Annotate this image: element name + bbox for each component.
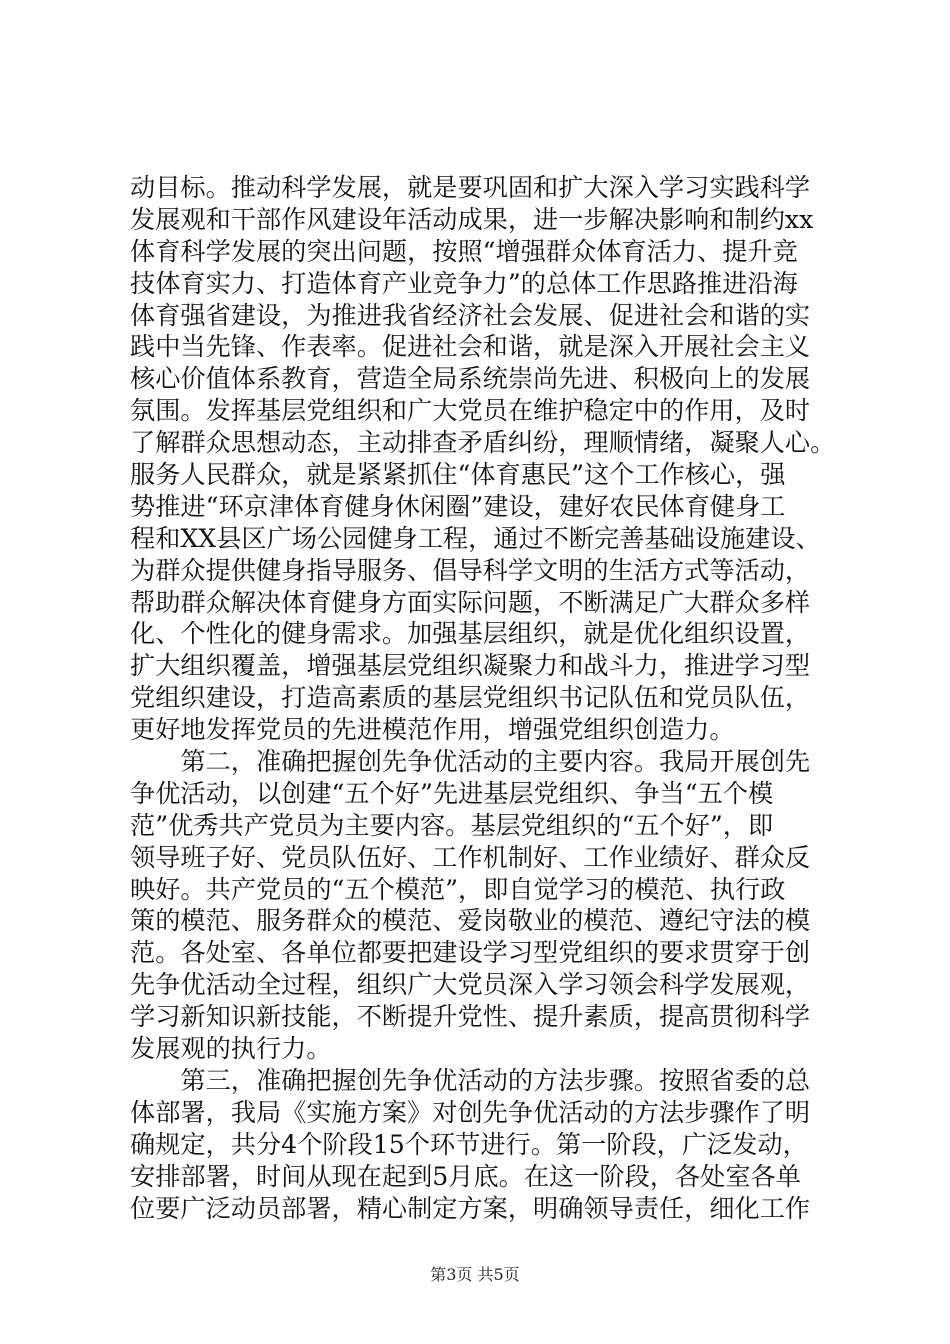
text-line: 党组织建设，打造高素质的基层党组织书记队伍和党员队伍， <box>130 683 811 713</box>
text-line: 安排部署，时间从现在起到5月底。在这一阶段，各处室各单 <box>130 1161 801 1191</box>
text-line: 势推进“环京津体育健身休闲圈”建设，建好农民体育健身工 <box>130 491 786 521</box>
text-line: 化、个性化的健身需求。加强基层组织，就是优化组织设置， <box>130 619 811 649</box>
text-line: 程和XX县区广场公园健身工程，通过不断完善基础设施建设、 <box>130 523 821 553</box>
text-line: 了解群众思想动态，主动排查矛盾纠纷，理顺情绪，凝聚人心。 <box>130 428 836 458</box>
text-line: 为群众提供健身指导服务、倡导科学文明的生活方式等活动， <box>130 555 811 585</box>
text-line: 确规定，共分4个阶段15个环节进行。第一阶段，广泛发动， <box>130 1129 808 1159</box>
text-line: 体育强省建设，为推进我省经济社会发展、促进社会和谐的实 <box>130 300 811 330</box>
text-line: 帮助群众解决体育健身方面实际问题，不断满足广大群众多样 <box>130 587 811 617</box>
text-line: 发展观和干部作风建设年活动成果，进一步解决影响和制约xx <box>130 204 814 234</box>
text-line: 核心价值体系教育，营造全局系统崇尚先进、积极向上的发展 <box>130 364 811 394</box>
text-line: 第三，准确把握创先争优活动的方法步骤。按照省委的总 <box>130 1065 811 1095</box>
text-line: 体育科学发展的突出问题，按照“增强群众体育活力、提升竞 <box>130 236 798 266</box>
text-line: 策的模范、服务群众的模范、爱岗敬业的模范、遵纪守法的模 <box>130 906 811 936</box>
document-body <box>130 172 836 1224</box>
page-footer: 第3页 共5页 <box>430 1265 520 1284</box>
text-line: 技体育实力、打造体育产业竞争力”的总体工作思路推进沿海 <box>130 268 798 298</box>
text-line: 氛围。发挥基层党组织和广大党员在维护稳定中的作用，及时 <box>130 396 811 426</box>
text-line: 践中当先锋、作表率。促进社会和谐，就是深入开展社会主义 <box>130 332 811 362</box>
text-line: 扩大组织覆盖，增强基层党组织凝聚力和战斗力，推进学习型 <box>130 651 811 681</box>
text-line: 发展观的执行力。 <box>130 1034 332 1064</box>
text-line: 争优活动，以创建“五个好”先进基层党组织、争当“五个模 <box>130 778 774 808</box>
text-line: 范”优秀共产党员为主要内容。基层党组织的“五个好”，即 <box>130 810 774 840</box>
text-line: 领导班子好、党员队伍好、工作机制好、工作业绩好、群众反 <box>130 842 811 872</box>
text-line: 学习新知识新技能，不断提升党性、提升素质，提高贯彻科学 <box>130 1002 811 1032</box>
text-line: 更好地发挥党员的先进模范作用，增强党组织创造力。 <box>130 715 735 745</box>
text-line: 映好。共产党员的“五个模范”，即自觉学习的模范、执行政 <box>130 874 786 904</box>
text-line: 位要广泛动员部署，精心制定方案，明确领导责任，细化工作 <box>130 1193 811 1223</box>
text-line: 先争优活动全过程，组织广大党员深入学习领会科学发展观， <box>130 970 811 1000</box>
text-line: 服务人民群众，就是紧紧抓住“体育惠民”这个工作核心，强 <box>130 460 786 490</box>
text-line: 范。各处室、各单位都要把建设学习型党组织的要求贯穿于创 <box>130 938 811 968</box>
text-line: 第二，准确把握创先争优活动的主要内容。我局开展创先 <box>130 747 811 777</box>
text-line: 动目标。推动科学发展，就是要巩固和扩大深入学习实践科学 <box>130 173 811 202</box>
text-line: 体部署，我局《实施方案》对创先争优活动的方法步骤作了明 <box>130 1097 811 1127</box>
